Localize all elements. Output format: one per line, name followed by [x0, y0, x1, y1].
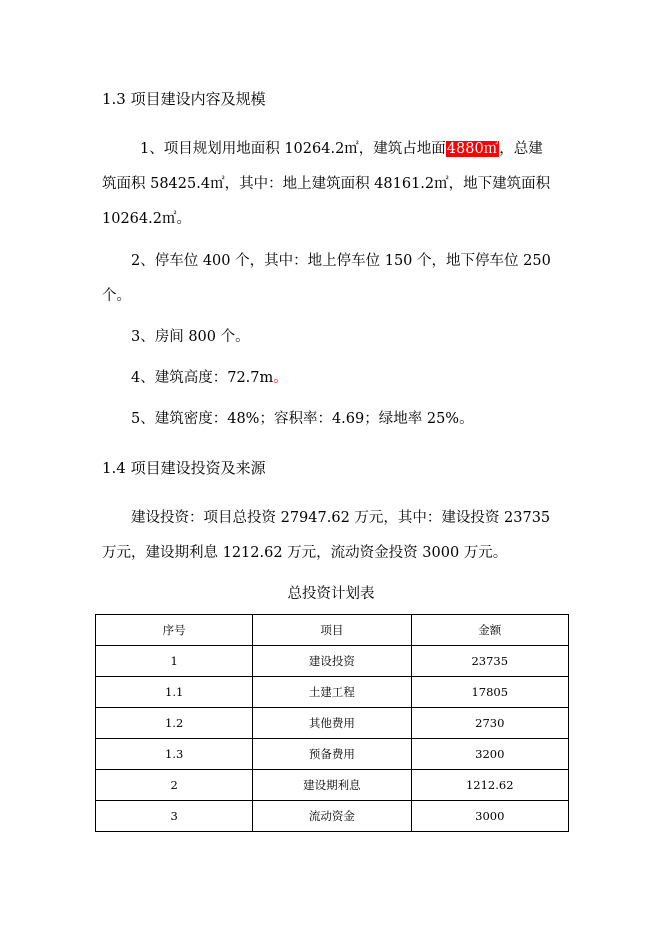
item4 — [131, 366, 288, 387]
table-row — [96, 739, 569, 770]
cell-item: 土建工程 — [253, 677, 411, 708]
cell-amount: 3200 — [411, 739, 568, 770]
investment-table — [95, 614, 569, 832]
table-row — [96, 677, 569, 708]
cell-item: 建设期利息 — [253, 770, 411, 801]
header-amount: 金额 — [411, 615, 568, 646]
highlighted-area: 4880㎡ — [446, 141, 499, 157]
table-row — [96, 770, 569, 801]
table-row — [96, 708, 569, 739]
item1-line2: 筑面积 58425.4㎡，其中：地上建筑面积 48161.2㎡，地下建筑面积 — [102, 176, 551, 192]
item1-line1 — [140, 137, 543, 158]
table-caption: 总投资计划表 — [287, 586, 375, 602]
item1-line1-tail: ，总建 — [499, 141, 543, 157]
cell-index: 1.2 — [96, 708, 253, 739]
table-row — [96, 801, 569, 832]
cell-item: 建设投资 — [253, 646, 411, 677]
cell-index: 1.1 — [96, 677, 253, 708]
header-item: 项目 — [253, 615, 411, 646]
item4-text: 4、建筑高度：72.7m — [131, 370, 274, 386]
item2-line2: 个。 — [102, 288, 131, 304]
cell-amount: 23735 — [411, 646, 568, 677]
item1-line3: 10264.2㎡。 — [102, 211, 191, 227]
cell-amount: 3000 — [411, 801, 568, 832]
cell-index: 2 — [96, 770, 253, 801]
cell-amount: 17805 — [411, 677, 568, 708]
cell-item: 预备费用 — [253, 739, 411, 770]
cell-index: 3 — [96, 801, 253, 832]
cell-amount: 2730 — [411, 708, 568, 739]
investment-para-line2: 万元，建设期利息 1212.62 万元，流动资金投资 3000 万元。 — [102, 545, 508, 561]
cell-item: 流动资金 — [253, 801, 411, 832]
item2-line1: 2、停车位 400 个，其中：地上停车位 150 个，地下停车位 250 — [131, 253, 551, 269]
cell-index: 1 — [96, 646, 253, 677]
section-1-3-heading: 1.3 项目建设内容及规模 — [102, 90, 266, 108]
item4-mark: 。 — [273, 370, 288, 386]
item3: 3、房间 800 个。 — [131, 329, 250, 345]
cell-item: 其他费用 — [253, 708, 411, 739]
cell-amount: 1212.62 — [411, 770, 568, 801]
investment-para-line1: 建设投资：项目总投资 27947.62 万元，其中：建设投资 23735 — [131, 510, 551, 526]
item5: 5、建筑密度：48%；容积率：4.69；绿地率 25%。 — [131, 411, 474, 427]
table-header-row — [96, 615, 569, 646]
header-index: 序号 — [96, 615, 253, 646]
table-row — [96, 646, 569, 677]
item1-line1-text: 1、项目规划用地面积 10264.2㎡，建筑占地面 — [140, 141, 446, 157]
section-1-4-heading: 1.4 项目建设投资及来源 — [102, 459, 266, 477]
cell-index: 1.3 — [96, 739, 253, 770]
